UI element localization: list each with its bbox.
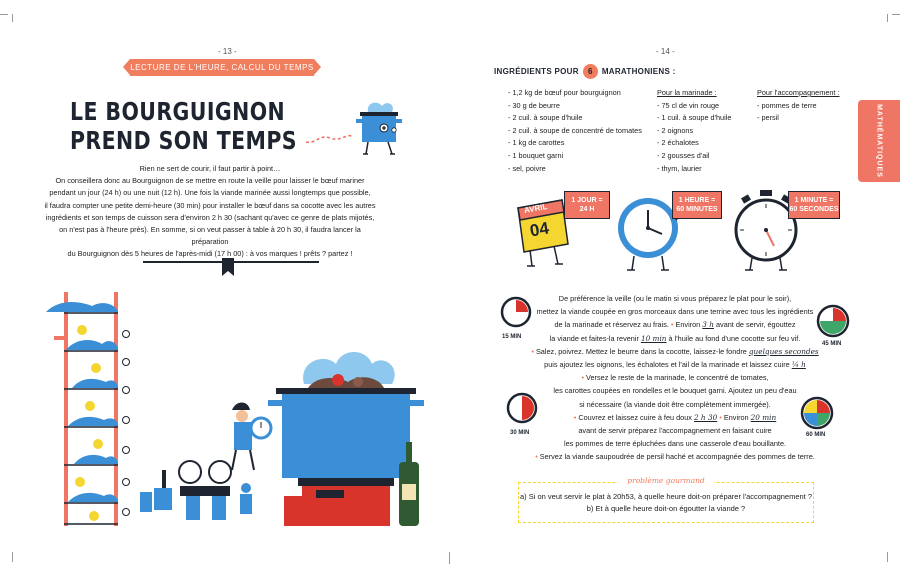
- ingredient-item: - 30 g de beurre: [508, 100, 560, 110]
- handwritten-duration: ¼ h: [791, 360, 806, 370]
- recipe-line: • Versez le reste de la marinade, le concentré de tomates,: [581, 373, 769, 383]
- problem-question-b: b) Et à quelle heure doit-on égoutter la viande ?: [586, 504, 746, 513]
- page-number-right: - 14 -: [656, 47, 675, 56]
- servings-badge: 6: [583, 64, 598, 79]
- chef-figure: [232, 403, 271, 471]
- recipe-steps: [525, 292, 825, 464]
- sign-hour: 1 HEURE = 60 MINUTES: [672, 191, 722, 219]
- intro-text: [40, 163, 380, 261]
- handwritten-duration: quelques secondes: [748, 346, 819, 356]
- ingredient-item: - 1 bouquet garni: [508, 150, 564, 160]
- intro-line: on n'est pas à l'heure près). En somme, si on veut passer à table à 20 h 30, il faudra lancer la préparation: [59, 225, 361, 247]
- crop-mark: [0, 14, 8, 15]
- problem-box: [518, 482, 814, 523]
- ingredients-column-main: [508, 87, 642, 175]
- crop-mark: [12, 552, 13, 562]
- recipe-line: mettez la viande coupée en gros morceaux dans une terrine avec tous les ingrédients: [536, 307, 814, 317]
- ingredient-item: - 75 cl de vin rouge: [657, 100, 720, 110]
- ingredient-item: - persil: [757, 113, 779, 123]
- ingredient-item: - 2 cuil. à soupe d'huile: [508, 113, 583, 123]
- ingredient-item: - sel, poivre: [508, 163, 546, 173]
- tower-of-floors: [46, 292, 130, 526]
- timer-label-60: 60 MIN: [806, 432, 826, 438]
- problem-question-a: a) Si on veut servir le plat à 20h53, à quelle heure doit-on préparer l'accompagnement ?: [519, 492, 813, 501]
- intro-line: ingrédients et son temps de cuisson sera d'environ 2 h 30 (sachant qu'avec ce genre de plats mijotés,: [45, 212, 375, 222]
- intro-line: il faudra compter une petite demi-heure (30 min) pour installer le bœuf dans sa cocotte avec les autres: [44, 200, 376, 210]
- column-heading: Pour la marinade :: [657, 88, 717, 97]
- stove: [284, 478, 394, 526]
- section-header-band: LECTURE DE L'HEURE, CALCUL DU TEMPS: [130, 59, 314, 76]
- ingredient-item: - 1 cuil. à soupe d'huile: [657, 113, 732, 123]
- timer-label-45: 45 MIN: [822, 341, 842, 347]
- ingredient-item: - 1,2 kg de bœuf pour bourguignon: [508, 88, 621, 97]
- recipe-line: de la marinade et réservez au frais. • Environ 3 h avant de servir, égouttez: [554, 320, 796, 330]
- handwritten-duration: 3 h: [702, 320, 714, 330]
- recipe-line: avant de servir préparez l'accompagnement en faisant cuire: [578, 426, 772, 436]
- pot-with-face-icon: [306, 100, 410, 160]
- intro-line: On conseillera donc au Bourguignon de se mettre en route la veille pour laisser le bœuf mariner: [55, 176, 365, 186]
- ingredient-item: - 1 kg de carottes: [508, 138, 565, 148]
- recipe-line: si nécessaire (la viande doit être complètement immergée).: [579, 399, 771, 409]
- calendar-day: 04: [528, 218, 551, 241]
- recipe-line: la viande et faites-la revenir 10 min à l'huile au fond d'une cocotte sur feu vif.: [549, 333, 801, 343]
- recipe-line: • Salez, poivrez. Mettez le beurre dans la cocotte, laissez-le fondre quelques secondes: [531, 346, 819, 356]
- intro-line: Rien ne sert de courir, il faut partir à point…: [139, 164, 281, 173]
- recipe-line: • Servez la viande saupoudrée de persil haché et accompagnée des pommes de terre.: [535, 452, 815, 462]
- ingredients-column-marinade: [657, 87, 731, 175]
- timer-label-30: 30 MIN: [510, 430, 530, 436]
- ingredients-column-side: [757, 87, 840, 125]
- handwritten-duration: 20 min: [750, 412, 777, 422]
- ingredient-item: - pommes de terre: [757, 100, 817, 110]
- big-pot: [268, 352, 424, 478]
- page-title-line1: LE BOURGUIGNON: [70, 97, 286, 126]
- recipe-line: De préférence la veille (ou le matin si vous préparez le plat pour le soir),: [558, 294, 792, 303]
- recipe-line: • Couvrez et laissez cuire à feu doux 2 h 30 • Environ 20 min: [573, 412, 777, 422]
- handwritten-duration: 10 min: [640, 333, 667, 343]
- sign-minute: 1 MINUTE = 60 SECONDES: [788, 191, 840, 219]
- ingredients-heading: INGRÉDIENTS POUR 6 MARATHONIENS :: [494, 64, 676, 79]
- page-number-left: - 13 -: [218, 47, 237, 56]
- ingredient-item: - 2 oignons: [657, 125, 694, 135]
- small-cooks: [140, 461, 252, 520]
- crop-mark: [449, 552, 450, 564]
- recipe-line: les carottes coupées en rondelles et le bouquet garni. Ajoutez un peu d'eau: [553, 386, 797, 396]
- timer-label-15: 15 MIN: [502, 334, 522, 340]
- crop-mark: [887, 552, 888, 562]
- column-heading: Pour l'accompagnement :: [757, 88, 840, 97]
- intro-line: pendant un jour (24 h) ou une nuit (12 h). Une fois la viande marinée aussi longtemps que possible,: [49, 188, 371, 198]
- kitchen-illustration: [36, 292, 432, 528]
- recipe-line: puis ajoutez les oignons, les échalotes et l'ail de la marinade et laissez cuire ¼ h: [544, 360, 806, 370]
- handwritten-duration: 2 h 30: [693, 412, 718, 422]
- problem-title: problème gourmand: [618, 476, 714, 485]
- recipe-line: les pommes de terre épluchées dans une casserole d'eau bouillante.: [563, 439, 787, 449]
- ingredient-item: - 2 cuil. à soupe de concentré de tomates: [508, 125, 642, 135]
- calendar-month: AVRIL: [523, 202, 549, 215]
- ingredient-item: - thym, laurier: [657, 163, 702, 173]
- sign-day: 1 JOUR = 24 H: [564, 191, 610, 219]
- bookmark-ribbon-icon: [222, 258, 234, 276]
- page-title-line2: PREND SON TEMPS: [70, 126, 297, 155]
- intro-line: du Bourguignon dès 5 heures de l'après-midi (17 h 00) : à vos marques ! prêts ? partez !: [67, 249, 353, 259]
- crop-mark: [892, 14, 900, 15]
- subject-tab: MATHÉMATIQUES: [858, 100, 900, 182]
- crop-mark: [12, 14, 13, 22]
- crop-mark: [887, 14, 888, 22]
- ingredient-item: - 2 gousses d'ail: [657, 150, 710, 160]
- ingredient-item: - 2 échalotes: [657, 138, 699, 148]
